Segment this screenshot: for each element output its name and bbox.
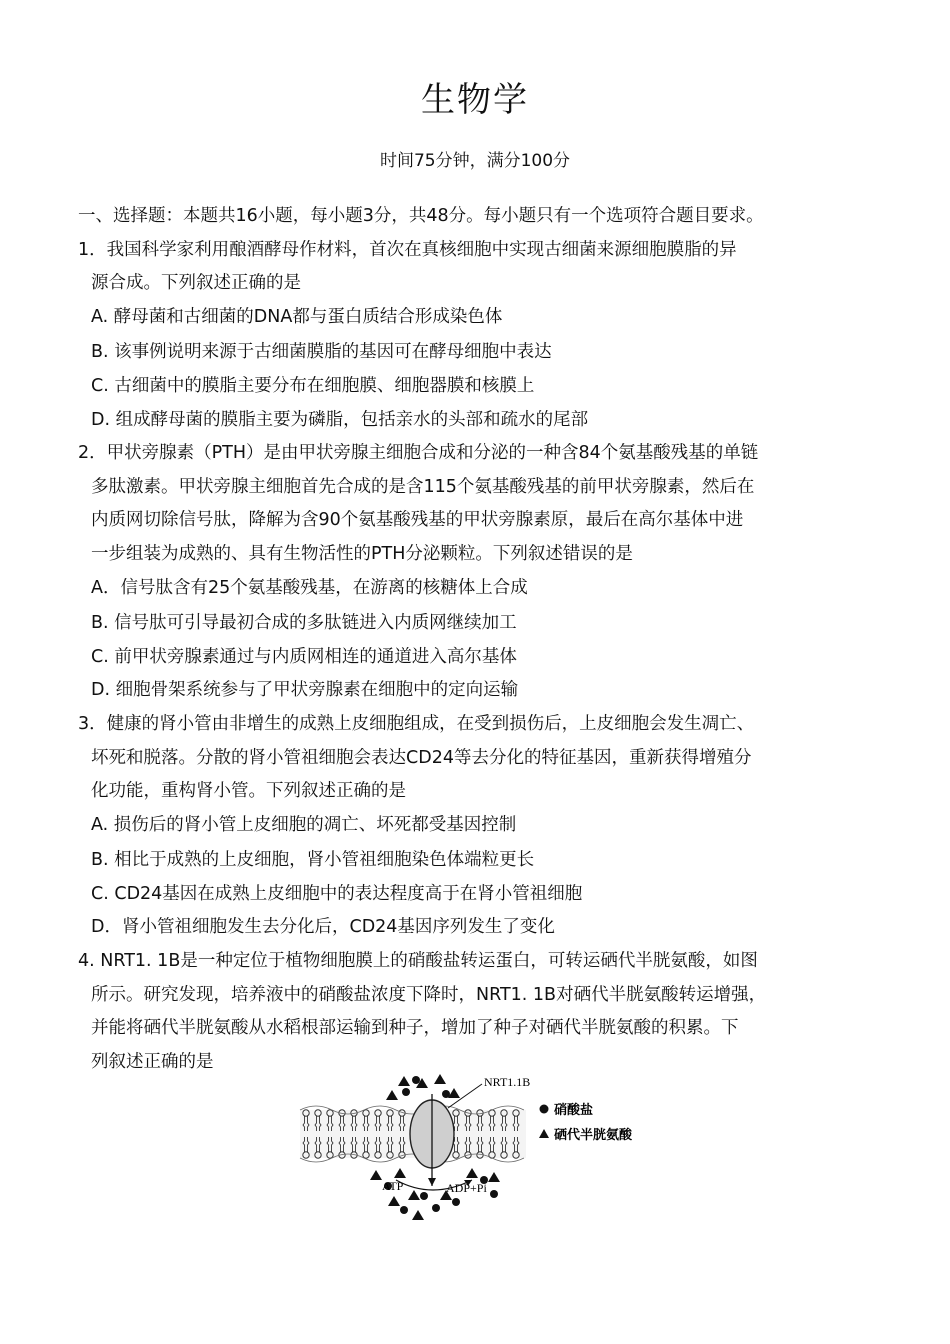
option-c: C. 前甲状旁腺素通过与内质网相连的通道进入高尔基体: [91, 646, 517, 667]
atp-label: ATP: [382, 1179, 404, 1193]
question-stem-line: 一步组装为成熟的、具有生物活性的PTH分泌颗粒。下列叙述错误的是: [91, 543, 633, 564]
option-b: B. 信号肽可引导最初合成的多肽链进入内质网继续加工: [91, 613, 517, 634]
option-d: D. 细胞骨架系统参与了甲状旁腺素在细胞中的定向运输: [91, 680, 519, 701]
legend-selenocysteine: 硒代半胱氨酸: [554, 1128, 633, 1143]
protein-label: NRT1.1B: [484, 1075, 531, 1089]
question-stem-line: 坏死和脱落。分散的肾小管祖细胞会表达CD24等去分化的特征基因，重新获得增殖分: [91, 747, 752, 768]
question-list: [78, 200, 868, 1079]
question-stem-line: 3．健康的肾小管由非增生的成熟上皮细胞组成，在受到损伤后，上皮细胞会发生凋亡、: [78, 713, 755, 734]
question-4: [78, 945, 868, 1079]
question-stem-line: 多肽激素。甲状旁腺主细胞首先合成的是含115个氨基酸残基的前甲状旁腺素，然后在: [91, 476, 755, 497]
legend-nitrate: 硝酸盐: [554, 1103, 594, 1118]
option-c: C. 古细菌中的膜脂主要分布在细胞膜、细胞器膜和核膜上: [91, 375, 535, 396]
option-b: B. 相比于成熟的上皮细胞，肾小管祖细胞染色体端粒更长: [91, 850, 535, 871]
figure-legend: [539, 1102, 633, 1143]
question-stem-line: 内质网切除信号肽，降解为含90个氨基酸残基的甲状旁腺素原，最后在高尔基体中进: [91, 510, 744, 531]
option-a: A. 损伤后的肾小管上皮细胞的凋亡、坏死都受基因控制: [91, 814, 517, 835]
exam-time-info: 时间75分钟，满分100分: [379, 151, 571, 171]
question-stem-line: 化功能，重构肾小管。下列叙述正确的是: [91, 781, 406, 802]
question-2: [78, 437, 868, 708]
question-stem-line: 4. NRT1. 1B是一种定位于植物细胞膜上的硝酸盐转运蛋白，可转运硒代半胱氨酸，如图: [78, 951, 758, 972]
extracellular-molecules: [386, 1074, 460, 1100]
question-stem-line: 1．我国科学家利用酿酒酵母作材料，首次在真核细胞中实现古细菌来源细胞膜脂的异: [78, 239, 737, 260]
question-3: [78, 708, 868, 945]
nitrate-legend-icon: [540, 1105, 549, 1114]
option-d: D. 组成酵母菌的膜脂主要为磷脂，包括亲水的头部和疏水的尾部: [91, 409, 589, 430]
nrt1-transporter-figure: [296, 1068, 666, 1228]
option-a: A. 酵母菌和古细菌的DNA都与蛋白质结合形成染色体: [91, 306, 503, 327]
question-stem-line: 列叙述正确的是: [91, 1051, 214, 1072]
question-stem-line: 2．甲状旁腺素（PTH）是由甲状旁腺主细胞合成和分泌的一种含84个氨基酸残基的单链: [78, 443, 759, 464]
option-a: A．信号肽含有25个氨基酸残基，在游离的核糖体上合成: [91, 577, 528, 598]
page-title: 生物学: [421, 80, 529, 120]
question-stem-line: 所示。研究发现，培养液中的硝酸盐浓度下降时，NRT1. 1B对硒代半胱氨酸转运增强，: [91, 984, 767, 1005]
adp-pi-label: ADP+Pi: [446, 1181, 487, 1195]
section-heading: 一、选择题：本题共16小题，每小题3分，共48分。每小题只有一个选项符合题目要求。: [78, 206, 764, 226]
option-c: C. CD24基因在成熟上皮细胞中的表达程度高于在肾小管祖细胞: [91, 883, 583, 904]
question-stem-line: 并能将硒代半胱氨酸从水稻根部运输到种子，增加了种子对硒代半胱氨酸的积累。下: [91, 1018, 739, 1039]
option-b: B. 该事例说明来源于古细菌膜脂的基因可在酵母细胞中表达: [91, 342, 552, 363]
question-1: [78, 234, 868, 438]
option-d: D．肾小管祖细胞发生去分化后，CD24基因序列发生了变化: [91, 917, 555, 938]
question-stem-line: 源合成。下列叙述正确的是: [91, 273, 301, 294]
selenocysteine-legend-icon: [539, 1129, 549, 1138]
